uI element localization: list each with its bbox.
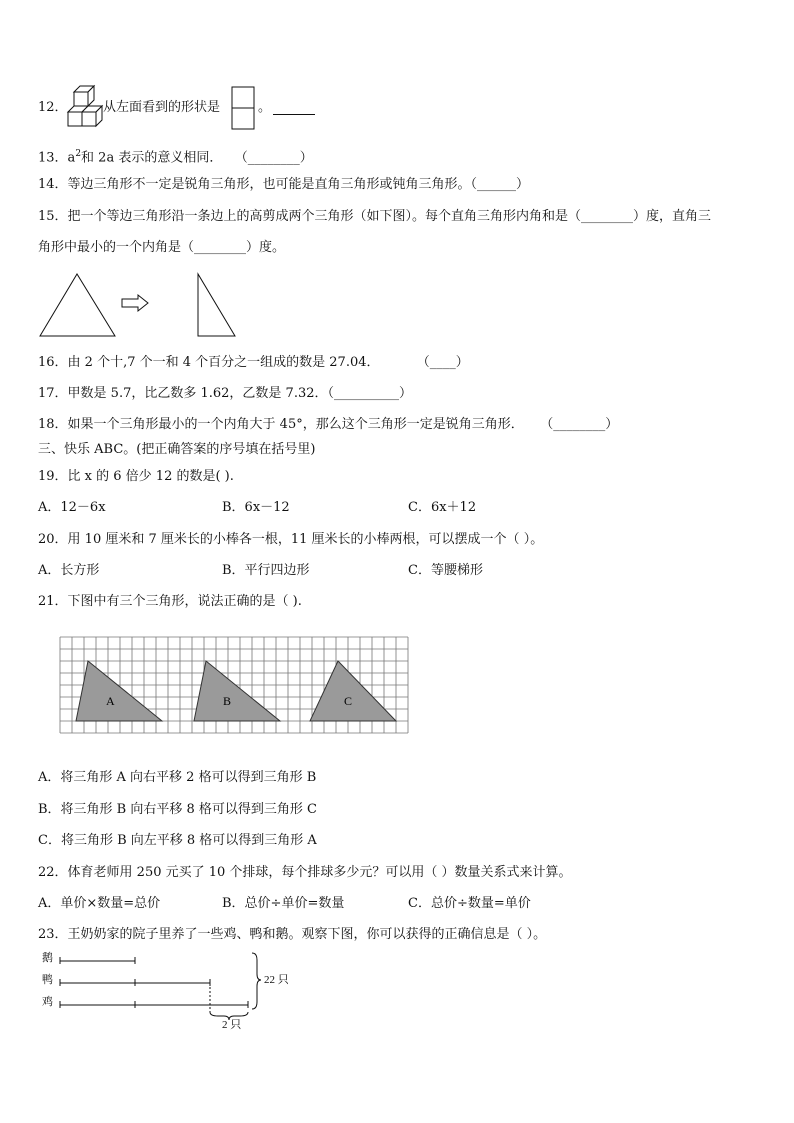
option-a[interactable]: A．单价×数量=总价 xyxy=(38,896,161,911)
variable-a: a xyxy=(67,150,76,166)
row-label-duck: 鸭 xyxy=(42,974,53,986)
question-20: 20．用 10 厘米和 7 厘米长的小棒各一根，11 厘米长的小棒两根，可以摆成一个（ ）。 xyxy=(38,532,544,547)
triangle-cut-figure xyxy=(38,272,248,338)
question-number: 12． xyxy=(38,100,68,115)
label-a: A xyxy=(106,694,115,708)
question-12-tail: 。 xyxy=(258,100,272,115)
question-23: 23．王奶奶家的院子里养了一些鸡、鸭和鹅。观察下图，你可以获得的正确信息是（ ）。 xyxy=(38,927,547,942)
question-18 xyxy=(38,416,618,434)
option-b[interactable]: B．6x－12 xyxy=(222,500,290,515)
option-c[interactable]: C．将三角形 B 向左平移 8 格可以得到三角形 A xyxy=(38,833,317,848)
question-15-line-1: 15．把一个等边三角形沿一条边上的高剪成两个三角形（如下图）。每个直角三角形内角和是（________）度，直角三 xyxy=(38,209,712,224)
answer-blank[interactable]: （________） xyxy=(540,417,619,432)
answer-blank[interactable]: （________） xyxy=(234,150,313,166)
triangle-b xyxy=(194,661,280,721)
question-19: 19．比 x 的 6 倍少 12 的数是( ). xyxy=(38,469,234,484)
cube-stack-figure xyxy=(66,80,100,132)
label-c: C xyxy=(344,694,353,708)
option-c[interactable]: C．6x＋12 xyxy=(408,500,477,515)
label-b: B xyxy=(223,694,232,708)
section-heading: 三、快乐 ABC。(把正确答案的序号填在括号里) xyxy=(38,442,316,457)
question-12 xyxy=(38,99,68,117)
question-number: 13． xyxy=(38,150,68,166)
segment-diagram xyxy=(38,950,298,1032)
question-12-text: 从左面看到的形状是 xyxy=(103,100,221,115)
option-b[interactable]: B．平行四边形 xyxy=(222,563,310,578)
option-a[interactable]: A．将三角形 A 向右平移 2 格可以得到三角形 B xyxy=(38,770,317,785)
total-label: 22 只 xyxy=(264,974,289,986)
triangle-c xyxy=(310,661,396,721)
question-16 xyxy=(38,354,469,372)
question-21: 21．下图中有三个三角形，说法正确的是（ ). xyxy=(38,594,302,609)
question-13 xyxy=(38,145,313,167)
answer-blank[interactable] xyxy=(273,102,315,115)
difference-label: 2 只 xyxy=(222,1019,242,1031)
right-triangle xyxy=(198,274,235,336)
question-15-line-2: 角形中最小的一个内角是（________）度。 xyxy=(38,240,286,255)
option-b[interactable]: B．总价÷单价=数量 xyxy=(222,896,345,911)
option-a[interactable]: A．12－6x xyxy=(38,500,106,515)
arrow-right-icon xyxy=(122,295,148,311)
question-14: 14．等边三角形不一定是锐角三角形，也可能是直角三角形或钝角三角形。（______） xyxy=(38,177,530,192)
row-label-goose: 鹅 xyxy=(42,952,53,964)
option-c[interactable]: C．等腰梯形 xyxy=(408,563,483,578)
triangle-a xyxy=(76,661,162,721)
question-17: 17．甲数是 5.7，比乙数多 1.62，乙数是 7.32．（__________） xyxy=(38,386,413,401)
question-text: 16．由 2 个十,7 个一和 4 个百分之一组成的数是 27.04． xyxy=(38,355,380,370)
triangle-grid-figure xyxy=(58,633,414,739)
option-c[interactable]: C．总价÷数量=单价 xyxy=(408,896,531,911)
row-label-chicken: 鸡 xyxy=(42,996,53,1008)
question-text: 和 2a 表示的意义相同． xyxy=(81,150,223,166)
answer-blank[interactable]: （____） xyxy=(416,355,469,370)
option-b[interactable]: B．将三角形 B 向右平移 8 格可以得到三角形 C xyxy=(38,802,317,817)
question-22: 22．体育老师用 250 元买了 10 个排球，每个排球多少元？可以用（ ）数量关系式来计算。 xyxy=(38,865,572,880)
exponent: 2 xyxy=(75,149,82,159)
left-view-shape-figure xyxy=(231,86,255,130)
option-a[interactable]: A．长方形 xyxy=(38,563,100,578)
equilateral-triangle xyxy=(40,274,115,336)
question-text: 18．如果一个三角形最小的一个内角大于 45°，那么这个三角形一定是锐角三角形． xyxy=(38,417,524,432)
